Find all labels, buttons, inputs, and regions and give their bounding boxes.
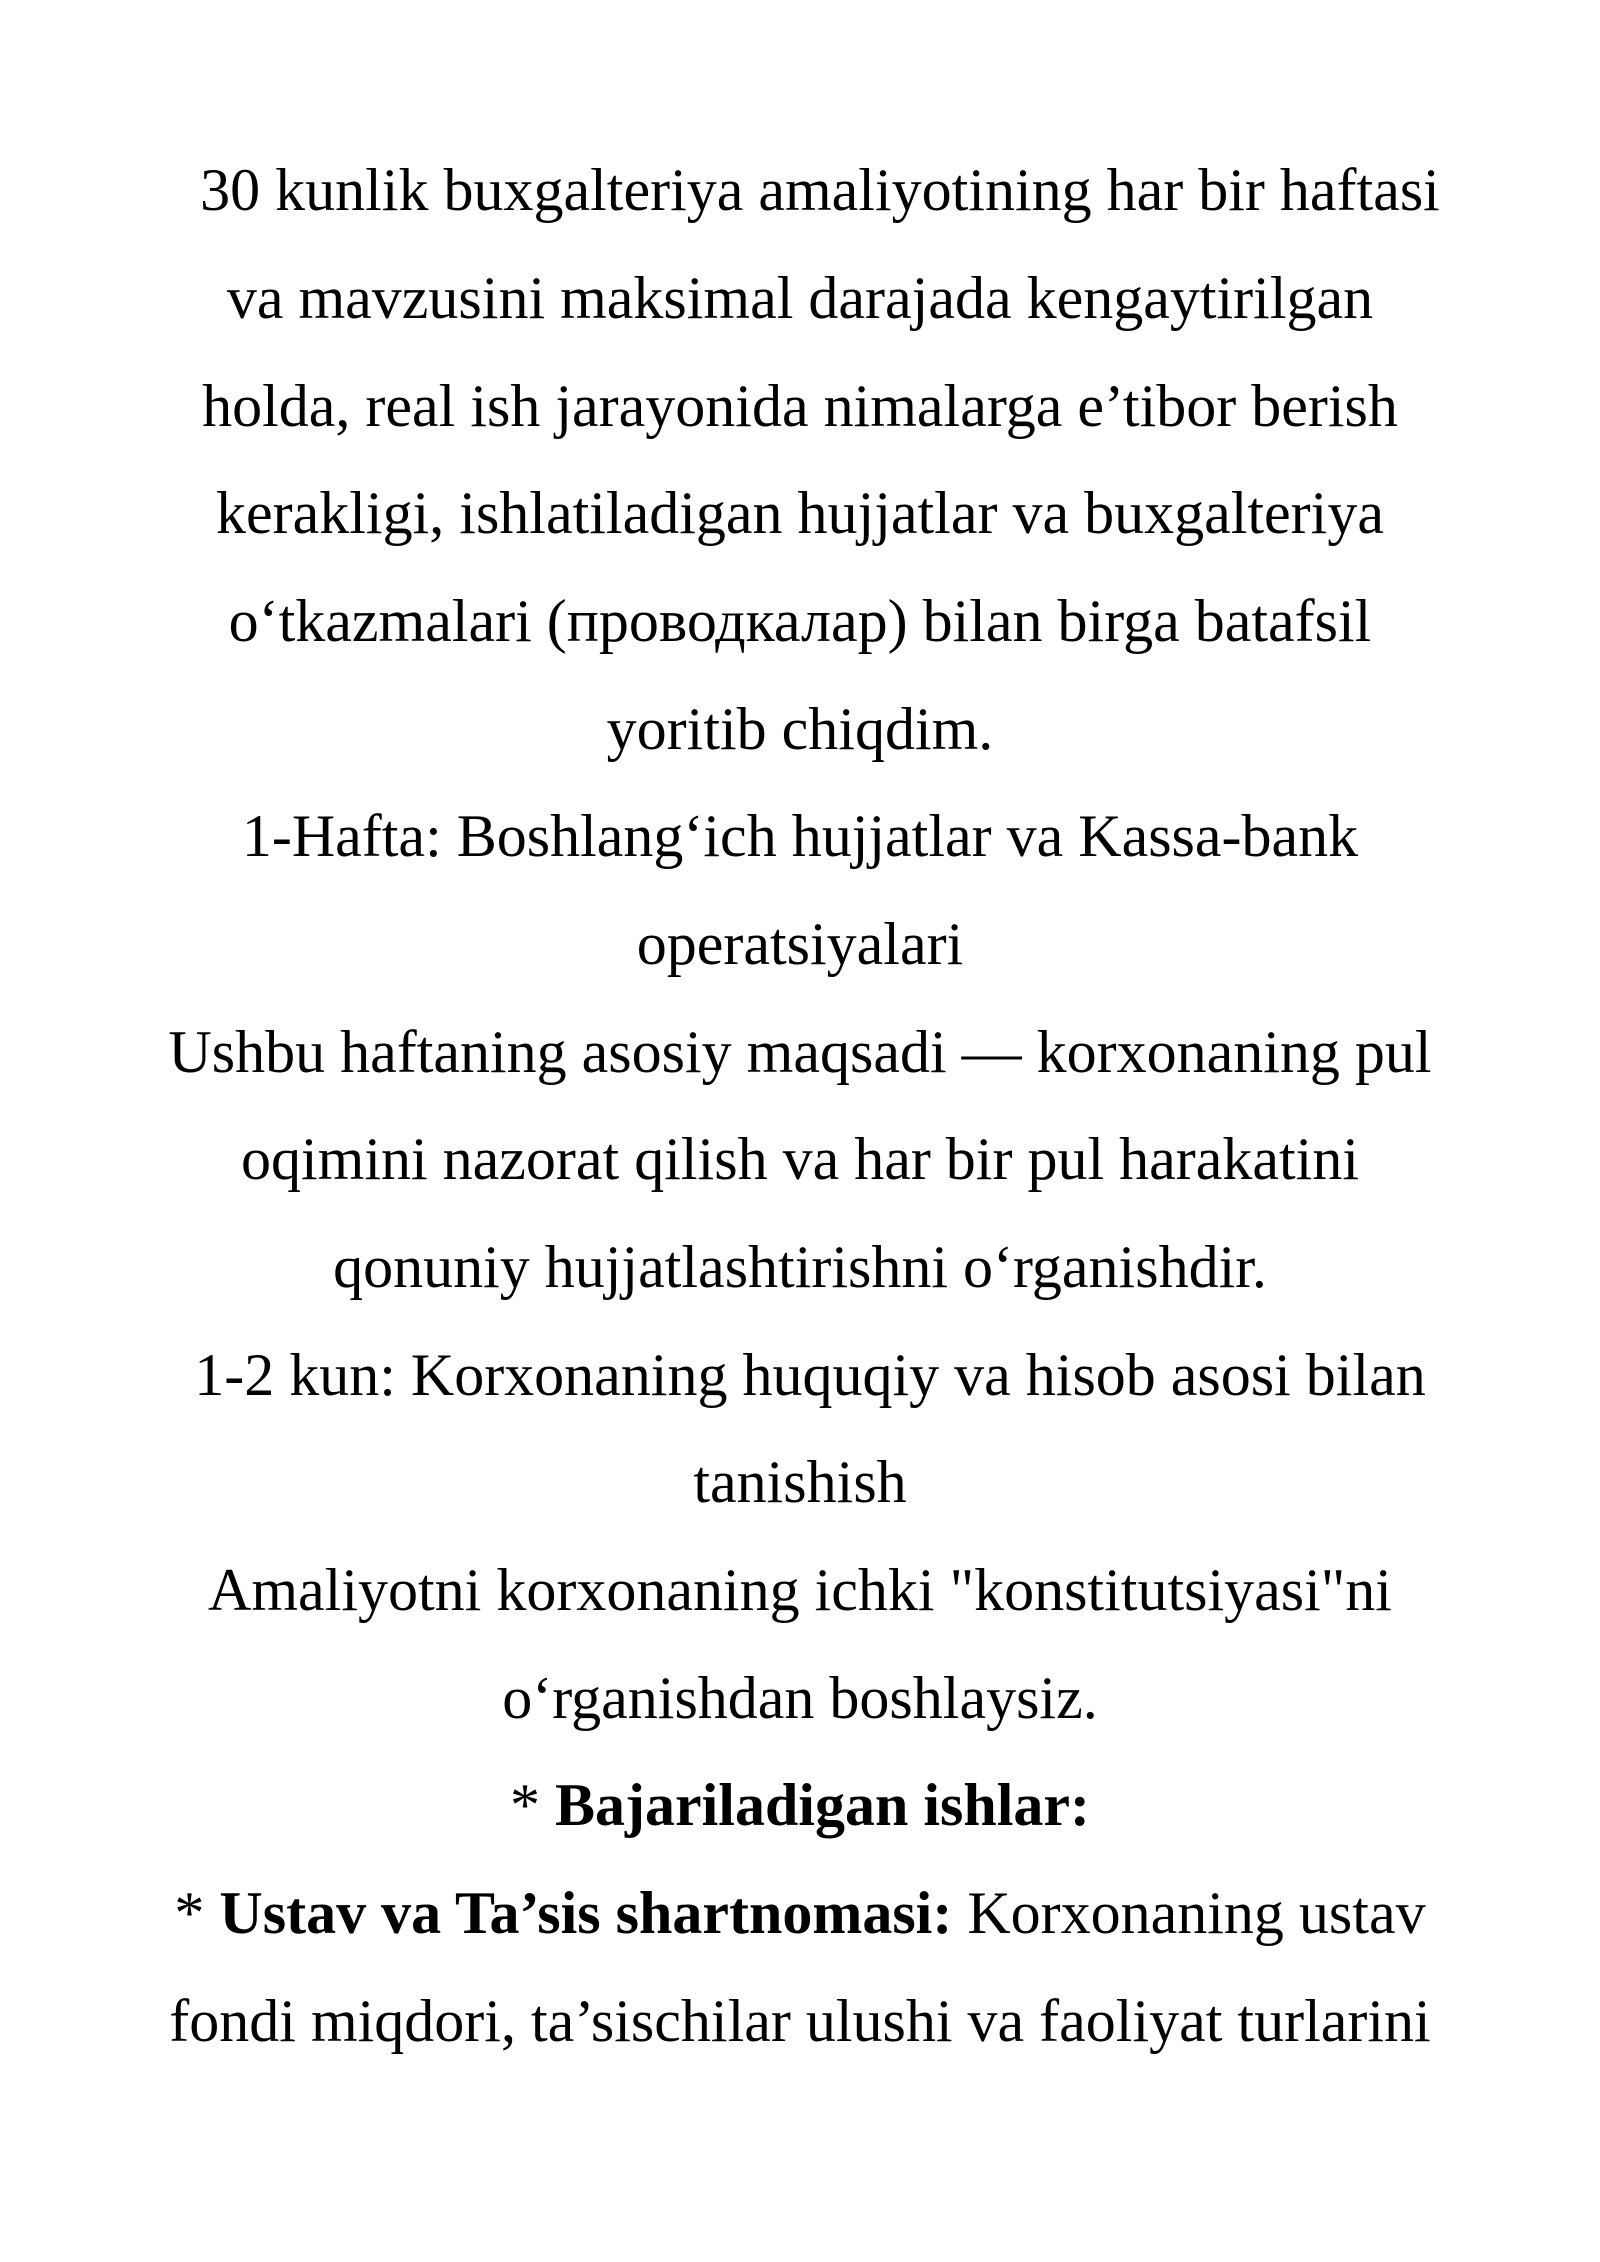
week1-goal-line-1: Ushbu haftaning asosiy maqsadi — korxonaning pul [168,1019,1432,1085]
week1-goal-line-3: qonuniy hujjatlashtirishni o‘rganishdir. [333,1234,1267,1300]
week1-heading-line-2: operatsiyalari [636,911,964,977]
day12-text-line-1: Amaliyotni korxonaning ichki "konstitutsiyasi"ni [208,1557,1392,1623]
week1-heading-line-1: 1-Hafta: Boshlang‘ich hujjatlar va Kassa-bank [241,803,1359,869]
bullet-marker: * [509,1772,555,1838]
list-item-ustav [0,1877,1600,1949]
day12-text-line-2: o‘rganishdan boshlaysiz. [502,1665,1098,1731]
intro-line-4: kerakligi, ishlatiladigan hujjatlar va buxgalteriya [216,480,1384,546]
list-item-title: Ustav va Ta’sis shartnomasi: [219,1880,953,1946]
day12-heading-line-2: tanishish [693,1449,907,1515]
tasks-heading [0,1769,1600,1841]
intro-line-5: o‘tkazmalari (проводкалар) bilan birga batafsil [228,588,1372,654]
intro-line-2: va mavzusini maksimal darajada kengaytirilgan [226,265,1374,331]
list-item-continuation: fondi miqdori, ta’sischilar ulushi va faoliyat turlarini [169,1988,1431,2054]
week1-goal-line-2: oqimini nazorat qilish va har bir pul harakatini [240,1126,1360,1192]
day12-heading-line-1: 1-2 kun: Korxonaning huquqiy va hisob asosi bilan [194,1342,1426,1408]
bullet-marker: * [174,1880,220,1946]
tasks-heading-label: Bajariladigan ishlar: [554,1772,1091,1838]
list-item-text: Korxonaning ustav [952,1880,1426,1946]
intro-line-1: 30 kunlik buxgalteriya amaliyotining har bir haftasi [200,157,1440,223]
intro-line-3: holda, real ish jarayonida nimalarga e’tibor berish [202,373,1398,439]
intro-line-6: yoritib chiqdim. [606,696,994,762]
